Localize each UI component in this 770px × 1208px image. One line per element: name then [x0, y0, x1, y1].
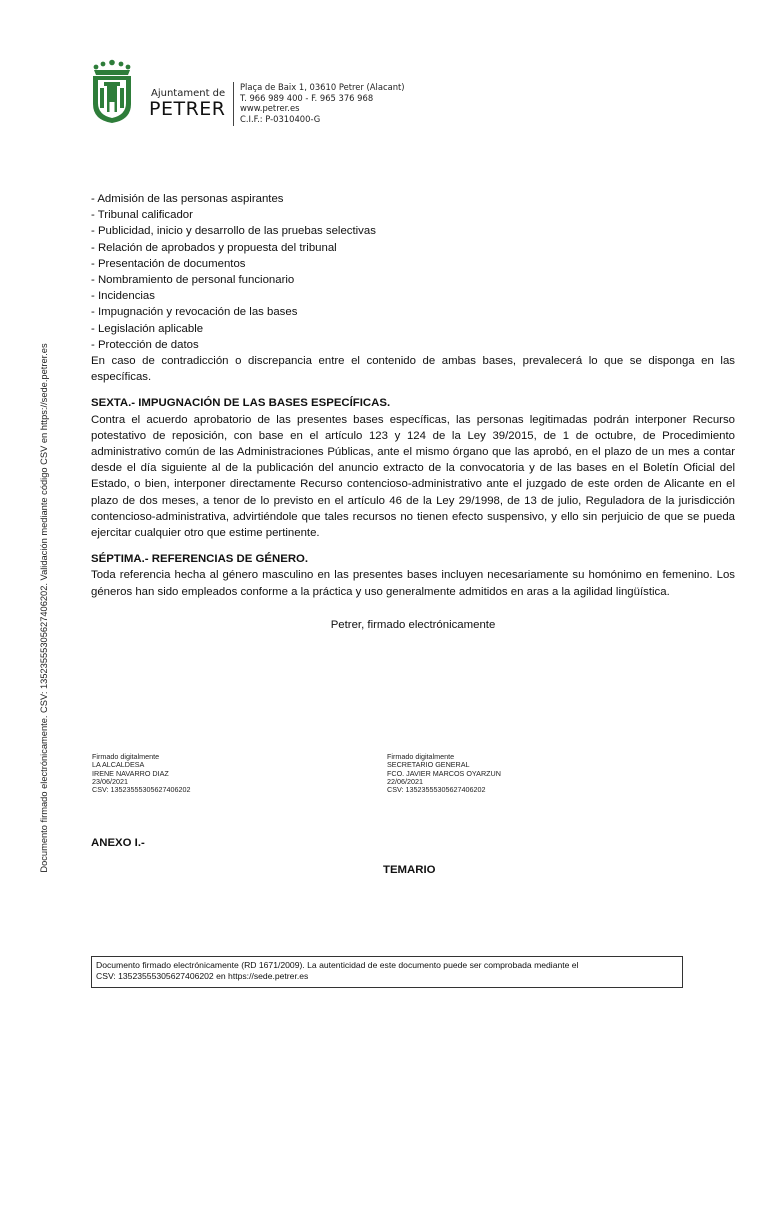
list-item: - Nombramiento de personal funcionario	[91, 274, 295, 287]
signature-date: 23/06/2021	[92, 776, 128, 786]
section-sexta-heading: SEXTA.- IMPUGNACIÓN DE LAS BASES ESPECÍFICAS.	[91, 397, 391, 410]
city-name: PETRER	[149, 98, 226, 120]
signature-block-secretary	[387, 753, 501, 794]
list-item: - Relación de aprobados y propuesta del tribunal	[91, 241, 337, 254]
footer-line: Documento firmado electrónicamente (RD 1671/2009). La autenticidad de este documento puede ser comprobada mediante el	[96, 960, 579, 970]
signature-csv: CSV: 13523555305627406202	[387, 785, 486, 795]
ayuntamiento-label: Ajuntament de	[151, 88, 226, 99]
signature-line: Firmado digitalmente	[387, 752, 455, 761]
section-septima-heading: SÉPTIMA.- REFERENCIAS DE GÉNERO.	[91, 553, 309, 566]
signature-line: Firmado digitalmente	[92, 752, 160, 761]
list-item: - Publicidad, inicio y desarrollo de las pruebas selectivas	[91, 225, 376, 238]
signature-name: FCO. JAVIER MARCOS OYARZUN	[387, 768, 501, 778]
address-line: Plaça de Baix 1, 03610 Petrer (Alacant)	[240, 82, 405, 92]
list-item: - Legislación aplicable	[91, 322, 204, 335]
header-divider	[233, 82, 234, 126]
website-link[interactable]: www.petrer.es	[240, 103, 300, 113]
bases-list	[91, 191, 735, 353]
list-item: - Protección de datos	[91, 338, 199, 351]
petrer-coat-of-arms-logo	[90, 58, 134, 124]
list-item: - Impugnación y revocación de las bases	[91, 306, 298, 319]
phone-line: T. 966 989 400 - F. 965 376 968	[240, 92, 374, 103]
contradiction-paragraph: En caso de contradicción o discrepancia entre el contenido de ambas bases, prevalecerá lo que se disponga en las específicas.	[91, 355, 735, 384]
section-sexta-body: Contra el acuerdo aprobatorio de las presentes bases específicas, las personas legitimadas podrán interponer Recurso potestativo de reposición, con base en el artículo 123 y 124 de la Ley 39/2015, de 1 de octubre, de Procedimiento administrativo común de las Administraciones Públicas, ante el mismo órgano que las aprobó, en el plazo de un mes a contar desde el día siguiente al de la publicación del anuncio extracto de la convocatoria y de las bases en el Boletín Oficial del Estado, o bien, interponer directamente Recurso contencioso-administrativo ante el juzgado de este orden de Alicante en el plazo de dos meses, a tenor de lo previsto en el artículo 46 de la Ley 29/1998, de 13 de julio, Reguladora de la jurisdicción contencioso-administrativa, advirtiéndole que tales recursos no tienen efecto suspensivo, y ello sin perjuicio de que se pueda ejercitar cualquier otro que estime pertinente.	[91, 413, 735, 540]
section-septima-body: Toda referencia hecha al género masculino en las presentes bases incluyen necesariamente su homónimo en femenino. Los géneros han sido empleados conforme a la práctica y uso generalmente admitidos en aras a la agilidad lingüística.	[91, 569, 735, 598]
signed-location: Petrer, firmado electrónicamente	[330, 618, 496, 631]
list-item: - Presentación de documentos	[91, 257, 246, 270]
signature-block-mayor	[92, 753, 190, 794]
signature-date: 22/06/2021	[387, 776, 423, 786]
signature-role: LA ALCALDESA	[92, 760, 145, 770]
footer-authenticity-box	[91, 956, 683, 988]
document-body	[91, 191, 735, 633]
signature-role: SECRETARIO GENERAL	[387, 760, 470, 770]
signature-csv: CSV: 13523555305627406202	[92, 785, 191, 795]
signature-name: IRENE NAVARRO DIAZ	[92, 768, 169, 778]
list-item: - Tribunal calificador	[91, 209, 193, 222]
temario-heading: TEMARIO	[383, 864, 436, 876]
side-validation-text: Documento firmado electrónicamente. CSV: 13523555305627406202. Validación mediante código CSV en https://sede.petrer.es	[39, 343, 49, 873]
anexo-heading: ANEXO I.-	[91, 837, 145, 849]
footer-line: CSV: 13523555305627406202 en https://sede.petrer.es	[96, 971, 309, 981]
list-item: - Admisión de las personas aspirantes	[91, 193, 284, 205]
header-address	[240, 82, 405, 124]
cif-line: C.I.F.: P-0310400-G	[240, 113, 321, 124]
list-item: - Incidencias	[91, 290, 155, 303]
